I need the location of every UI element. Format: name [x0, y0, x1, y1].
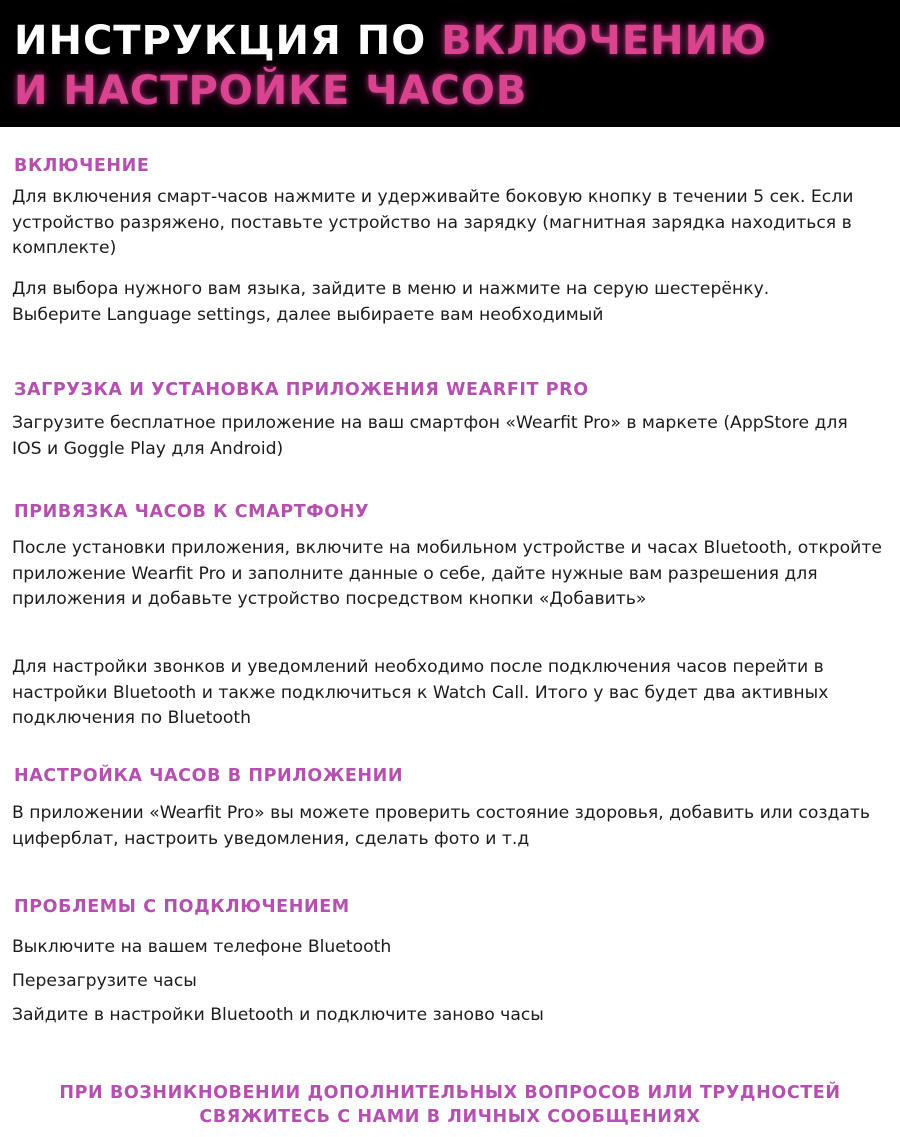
power-on-paragraph-2: Для выбора нужного вам языка, зайдите в меню и нажмите на серую шестерёнку. Выберите Language settings, далее выбираете вам необходимый: [12, 279, 770, 325]
pairing-paragraph-1: После установки приложения, включите на мобильном устройстве и часах Bluetooth, откройте приложение Wearfit Pro и заполните данные о себе, дайте нужные вам разрешения для приложения и добавьте устройство посредством кнопки «Добавить»: [12, 538, 882, 609]
app-settings-paragraph: В приложении «Wearfit Pro» вы можете проверить состояние здоровья, добавить или создать циферблат, настроить уведомления, сделать фото и т.д: [12, 803, 871, 849]
section-title-app-settings: НАСТРОЙКА ЧАСОВ В ПРИЛОЖЕНИИ: [14, 766, 404, 786]
problem-step-2: Перезагрузите часы: [12, 971, 197, 991]
install-app-paragraph: Загрузите бесплатное приложение на ваш смартфон «Wearfit Pro» в маркете (AppStore для IOS и Goggle Play для Android): [12, 413, 848, 459]
header-title-white: ИНСТРУКЦИЯ ПО: [14, 18, 442, 64]
section-title-pairing: ПРИВЯЗКА ЧАСОВ К СМАРТФОНУ: [14, 502, 370, 522]
problem-step-1: Выключите на вашем телефоне Bluetooth: [12, 937, 392, 957]
header-title-line-1: [14, 18, 767, 64]
pairing-paragraph-2: Для настройки звонков и уведомлений необходимо после подключения часов перейти в настройки Bluetooth и также подключиться к Watch Call. Итого у вас будет два активных подключения по Bluetooth: [12, 657, 829, 728]
header-title-pink: ВКЛЮЧЕНИЮ: [441, 18, 768, 64]
header-banner: [0, 0, 900, 127]
section-title-install-app: ЗАГРУЗКА И УСТАНОВКА ПРИЛОЖЕНИЯ WEARFIT PRO: [14, 380, 589, 400]
problem-step-3: Зайдите в настройки Bluetooth и подключите заново часы: [12, 1005, 544, 1025]
section-title-problems: ПРОБЛЕМЫ С ПОДКЛЮЧЕНИЕМ: [14, 897, 350, 917]
section-title-power-on: ВКЛЮЧЕНИЕ: [14, 156, 150, 176]
power-on-paragraph-1: Для включения смарт-часов нажмите и удерживайте боковую кнопку в течении 5 сек. Если устройство разряжено, поставьте устройство на зарядку (магнитная зарядка находиться в комплекте): [12, 187, 854, 258]
footer-note-line-2: СВЯЖИТЕСЬ С НАМИ В ЛИЧНЫХ СООБЩЕНИЯХ: [199, 1107, 701, 1127]
header-title-line-2: И НАСТРОЙКЕ ЧАСОВ: [14, 68, 528, 114]
footer-note-line-1: ПРИ ВОЗНИКНОВЕНИИ ДОПОЛНИТЕЛЬНЫХ ВОПРОСОВ ИЛИ ТРУДНОСТЕЙ: [59, 1083, 841, 1103]
